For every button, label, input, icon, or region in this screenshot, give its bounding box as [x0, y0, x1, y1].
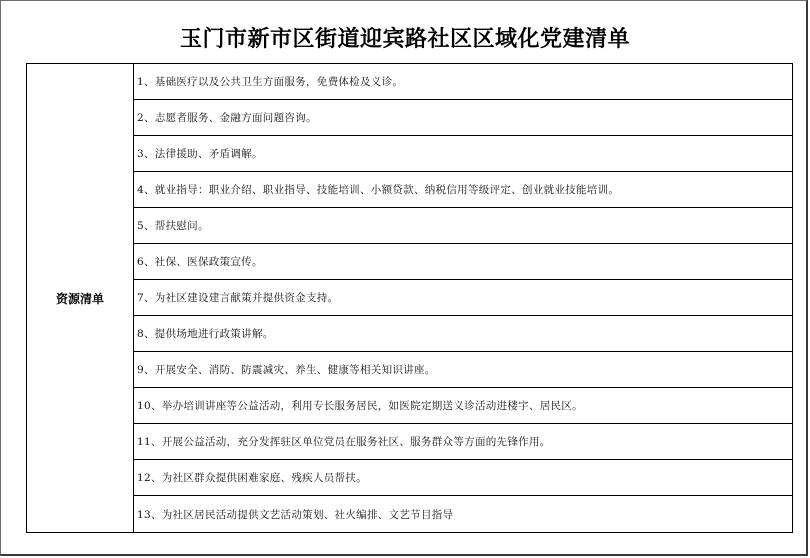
row-text: 12、为社区群众提供困难家庭、残疾人员帮扶。 [137, 472, 367, 484]
row-text: 9、开展安全、消防、防震减灾、养生、健康等相关知识讲座。 [137, 364, 436, 376]
table-row [134, 496, 792, 532]
row-text: 3、法律援助、矛盾调解。 [137, 148, 263, 160]
row-text: 10、举办培训讲座等公益活动，利用专长服务居民，如医院定期送义诊活动进楼宇、居民区。 [137, 400, 583, 412]
row-text: 6、社保、医保政策宣传。 [137, 256, 263, 268]
table-row [134, 208, 792, 244]
row-text: 7、为社区建设建言献策并提供资金支持。 [137, 292, 339, 304]
table-row [134, 172, 792, 208]
row-text: 2、志愿者服务、金融方面问题咨询。 [137, 112, 317, 124]
resource-label-cell [27, 64, 134, 532]
resource-items [134, 64, 792, 532]
row-text: 8、提供场地进行政策讲解。 [137, 328, 274, 340]
resource-label: 资源清单 [55, 291, 104, 306]
row-text: 13、为社区居民活动提供文艺活动策划、社火编排、文艺节目指导 [137, 508, 454, 521]
row-text: 11、开展公益活动，充分发挥驻区单位党员在服务社区、服务群众等方面的先锋作用。 [137, 436, 551, 448]
table-row [134, 244, 792, 280]
table-row [134, 388, 792, 424]
table-row [134, 100, 792, 136]
resource-table [26, 63, 793, 533]
table-row [134, 352, 792, 388]
page-title: 玉门市新市区街道迎宾路社区区域化党建清单 [179, 27, 630, 52]
table-row [134, 316, 792, 352]
table-row [134, 136, 792, 172]
row-text: 1、基础医疗以及公共卫生方面服务，免费体检及义诊。 [137, 76, 404, 88]
row-text: 4、就业指导：职业介绍、职业指导、技能培训、小额贷款、纳税信用等级评定、创业就业技能培训。 [137, 184, 620, 196]
table-row [134, 424, 792, 460]
row-text: 5、帮扶慰问。 [137, 220, 209, 232]
table-row [134, 460, 792, 496]
table-row [134, 64, 792, 100]
table-row [134, 280, 792, 316]
